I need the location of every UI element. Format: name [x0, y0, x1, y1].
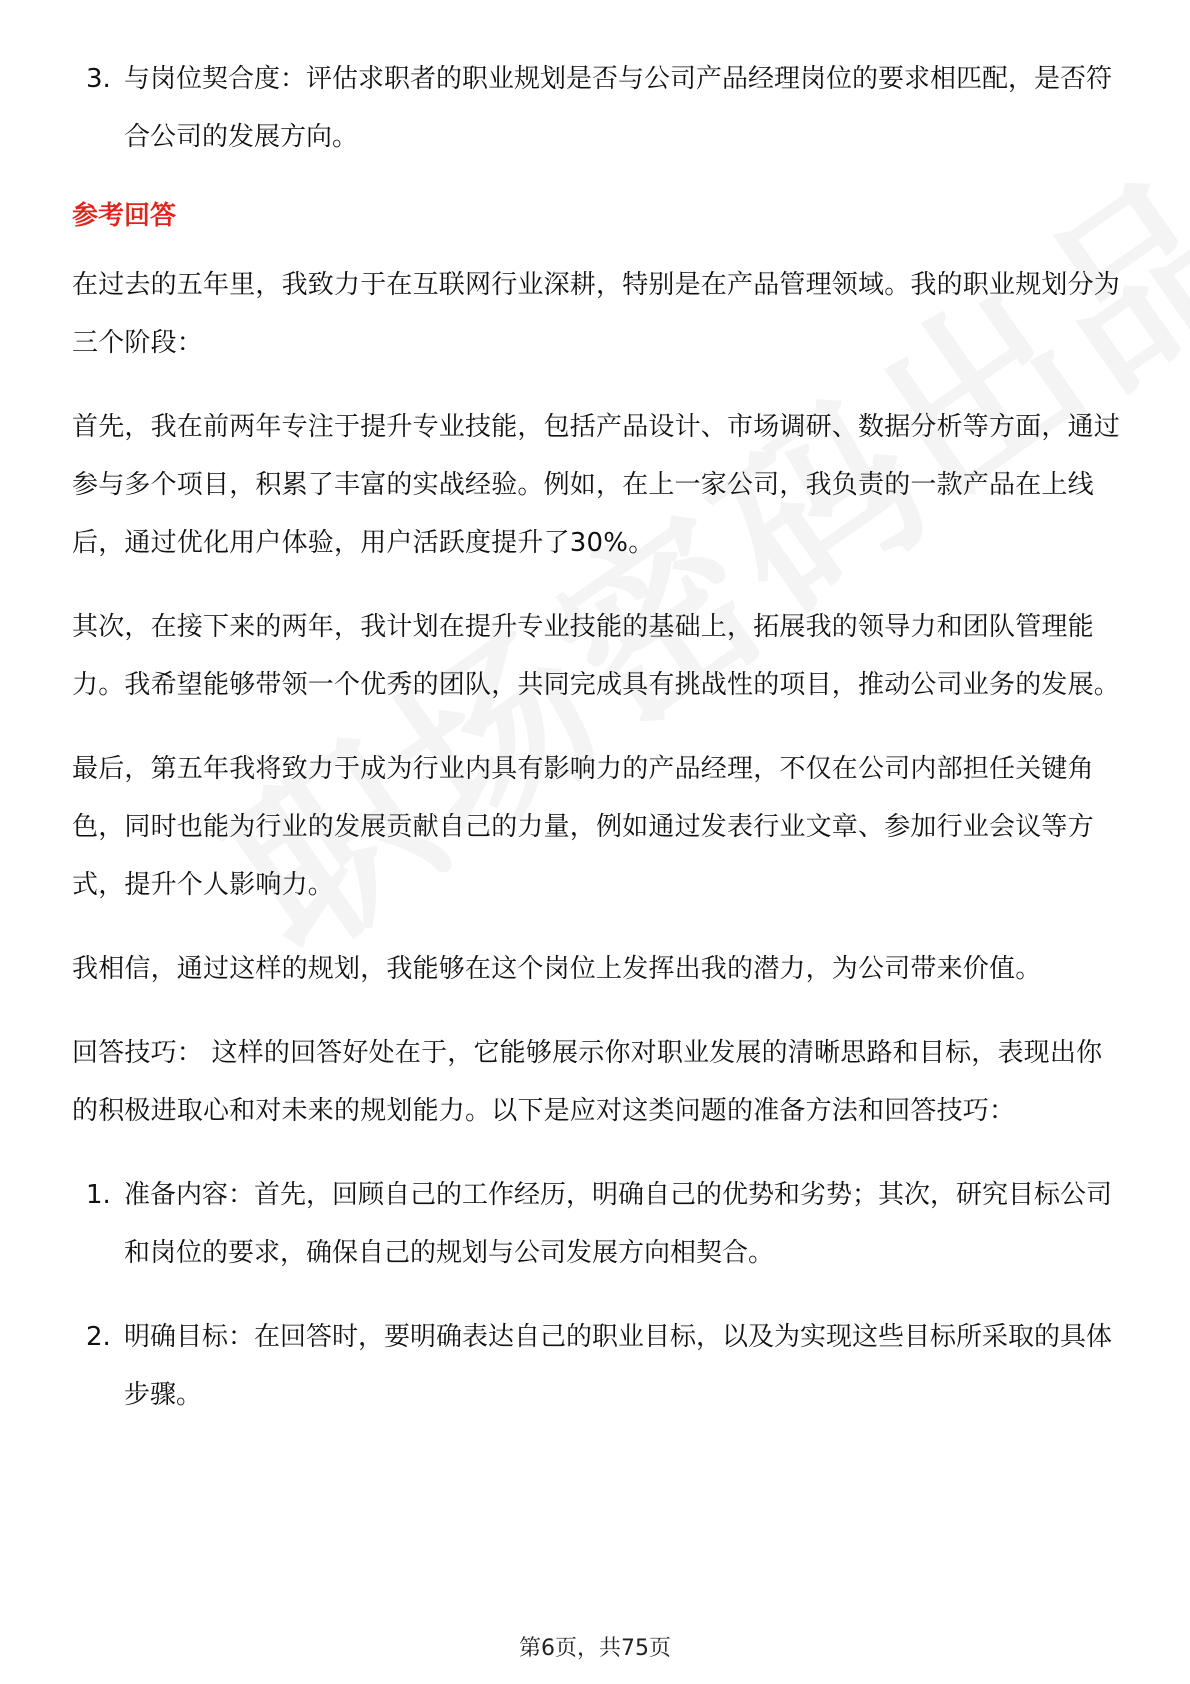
list-item-text: 与岗位契合度：评估求职者的职业规划是否与公司产品经理岗位的要求相匹配，是否符合公司的发展方向。: [124, 64, 1113, 152]
list-number: 2.: [86, 1322, 111, 1352]
paragraph: 在过去的五年里，我致力于在互联网行业深耕，特别是在产品管理领域。我的职业规划分为三个阶段：: [72, 270, 1121, 358]
list-item: [72, 1166, 1122, 1282]
list-number: 3.: [86, 64, 111, 94]
paragraph: 其次，在接下来的两年，我计划在提升专业技能的基础上，拓展我的领导力和团队管理能力。我希望能够带领一个优秀的团队，共同完成具有挑战性的项目，推动公司业务的发展。: [72, 612, 1121, 700]
list-item: [72, 1308, 1122, 1424]
list-number: 1.: [86, 1180, 111, 1210]
list-item-text: 明确目标：在回答时，要明确表达自己的职业目标，以及为实现这些目标所采取的具体步骤。: [124, 1322, 1113, 1410]
list-item: [72, 50, 1122, 166]
section-heading: 参考回答: [72, 201, 177, 231]
list-item-text: 准备内容：首先，回顾自己的工作经历，明确自己的优势和劣势；其次，研究目标公司和岗位的要求，确保自己的规划与公司发展方向相契合。: [124, 1180, 1113, 1268]
paragraph: 我相信，通过这样的规划，我能够在这个岗位上发挥出我的潜力，为公司带来价值。: [72, 954, 1042, 984]
paragraph: 最后，第五年我将致力于成为行业内具有影响力的产品经理，不仅在公司内部担任关键角色，同时也能为行业的发展贡献自己的力量，例如通过发表行业文章、参加行业会议等方式，提升个人影响力。: [72, 754, 1094, 900]
paragraph: 回答技巧： 这样的回答好处在于，它能够展示你对职业发展的清晰思路和目标，表现出你的积极进取心和对未来的规划能力。以下是应对这类问题的准备方法和回答技巧：: [72, 1038, 1103, 1126]
document-body: [72, 50, 1122, 1450]
page-number-footer: 第6页，共75页: [519, 1636, 671, 1661]
paragraph: 首先，我在前两年专注于提升专业技能，包括产品设计、市场调研、数据分析等方面，通过参与多个项目，积累了丰富的实战经验。例如，在上一家公司，我负责的一款产品在上线后，通过优化用户体验，用户活跃度提升了30%。: [72, 412, 1121, 558]
